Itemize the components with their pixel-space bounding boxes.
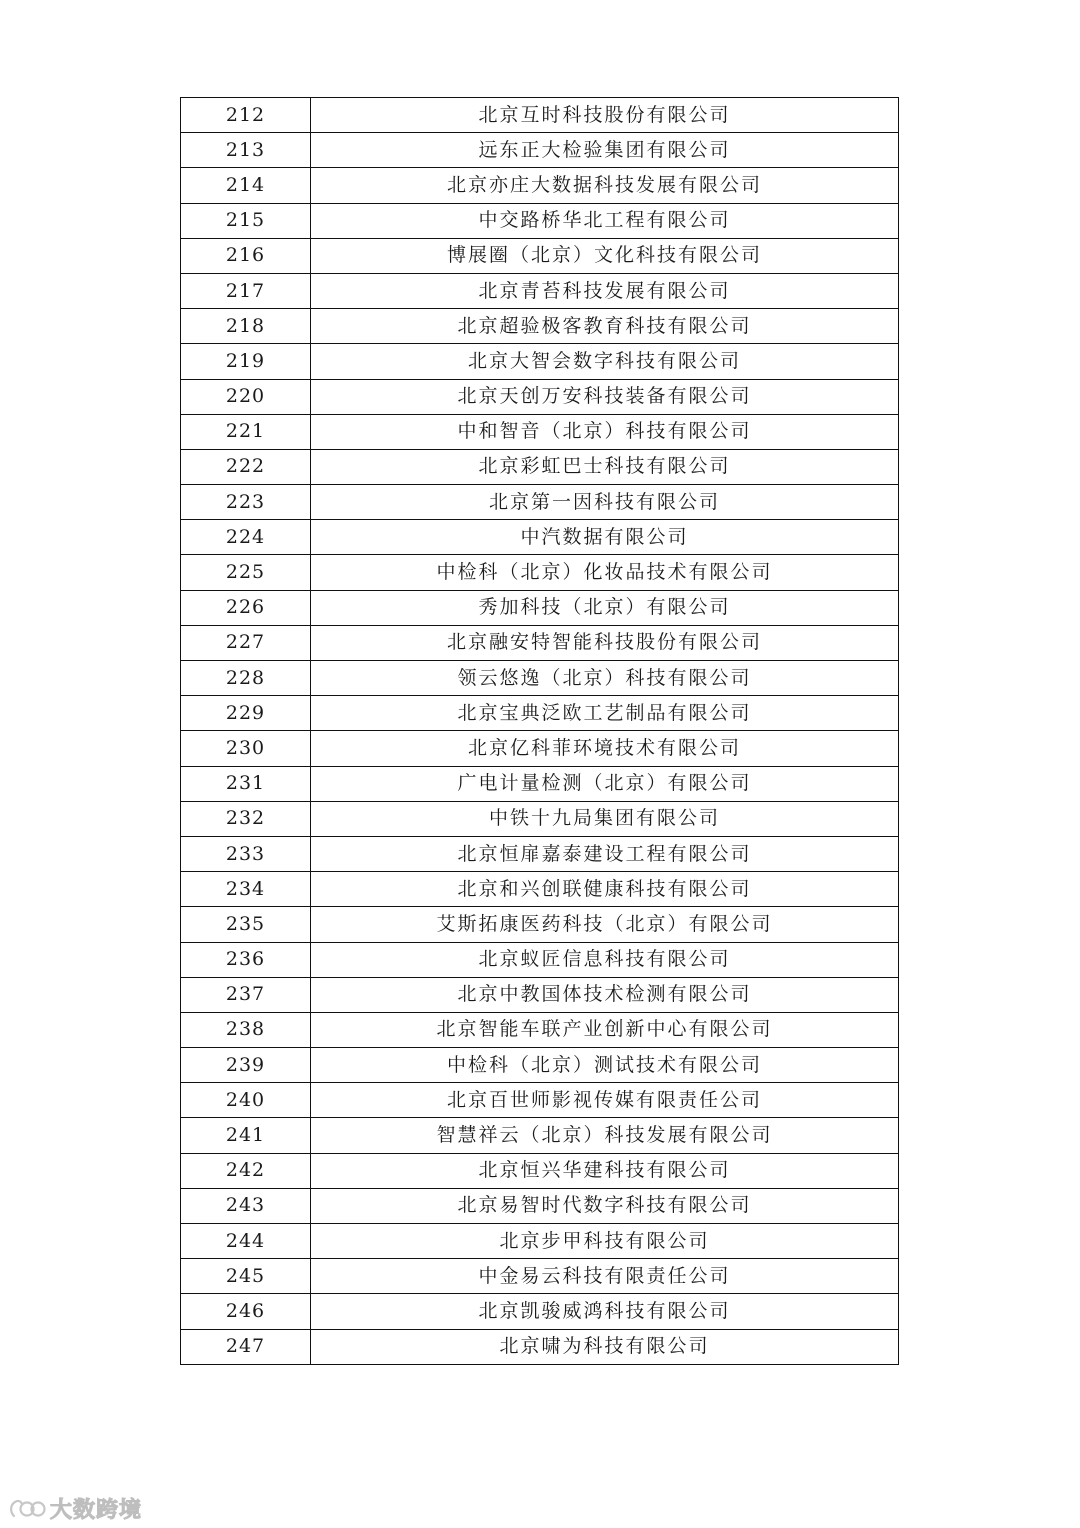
row-number-cell: 231 [181,766,311,801]
table-row [181,238,899,273]
table-row [181,590,899,625]
table-row [181,133,899,168]
company-name-cell: 北京中教国体技术检测有限公司 [311,977,899,1012]
row-number-cell: 227 [181,625,311,660]
table-row [181,168,899,203]
row-number-cell: 212 [181,98,311,133]
row-number-cell: 229 [181,696,311,731]
table-row [181,1118,899,1153]
company-name-cell: 北京第一因科技有限公司 [311,485,899,520]
row-number-cell: 228 [181,661,311,696]
row-number-cell: 216 [181,238,311,273]
row-number-cell: 226 [181,590,311,625]
company-name-cell: 智慧祥云（北京）科技发展有限公司 [311,1118,899,1153]
row-number-cell: 221 [181,414,311,449]
row-number-cell: 240 [181,1083,311,1118]
table-row [181,625,899,660]
company-name-cell: 中汽数据有限公司 [311,520,899,555]
brand-logo-icon [8,1496,46,1522]
row-number-cell: 238 [181,1012,311,1047]
row-number-cell: 236 [181,942,311,977]
company-list-table [180,97,899,1365]
row-number-cell: 247 [181,1329,311,1364]
table-row [181,203,899,238]
row-number-cell: 241 [181,1118,311,1153]
table-row [181,766,899,801]
company-name-cell: 北京天创万安科技装备有限公司 [311,379,899,414]
company-name-cell: 北京恒扉嘉泰建设工程有限公司 [311,836,899,871]
company-name-cell: 北京啸为科技有限公司 [311,1329,899,1364]
company-name-cell: 中检科（北京）测试技术有限公司 [311,1048,899,1083]
company-name-cell: 北京凯骏威鸿科技有限公司 [311,1294,899,1329]
company-name-cell: 秀加科技（北京）有限公司 [311,590,899,625]
company-name-cell: 北京蚁匠信息科技有限公司 [311,942,899,977]
company-name-cell: 中交路桥华北工程有限公司 [311,203,899,238]
row-number-cell: 233 [181,836,311,871]
table-row [181,1259,899,1294]
company-name-cell: 北京超验极客教育科技有限公司 [311,309,899,344]
row-number-cell: 246 [181,1294,311,1329]
row-number-cell: 239 [181,1048,311,1083]
row-number-cell: 235 [181,907,311,942]
company-name-cell: 北京智能车联产业创新中心有限公司 [311,1012,899,1047]
row-number-cell: 244 [181,1224,311,1259]
row-number-cell: 224 [181,520,311,555]
company-name-cell: 中检科（北京）化妆品技术有限公司 [311,555,899,590]
row-number-cell: 223 [181,485,311,520]
row-number-cell: 215 [181,203,311,238]
watermark [8,1493,142,1524]
table-row [181,379,899,414]
company-name-cell: 北京宝典泛欧工艺制品有限公司 [311,696,899,731]
company-name-cell: 北京彩虹巴士科技有限公司 [311,449,899,484]
watermark-text: 大数跨境 [50,1498,143,1523]
company-name-cell: 中金易云科技有限责任公司 [311,1259,899,1294]
company-name-cell: 北京互时科技股份有限公司 [311,98,899,133]
table-row [181,414,899,449]
table-row [181,98,899,133]
company-name-cell: 北京百世师影视传媒有限责任公司 [311,1083,899,1118]
row-number-cell: 214 [181,168,311,203]
row-number-cell: 237 [181,977,311,1012]
row-number-cell: 243 [181,1188,311,1223]
table-row [181,696,899,731]
row-number-cell: 218 [181,309,311,344]
row-number-cell: 225 [181,555,311,590]
row-number-cell: 222 [181,449,311,484]
row-number-cell: 217 [181,273,311,308]
table-row [181,1294,899,1329]
table-row [181,872,899,907]
company-name-cell: 北京青苔科技发展有限公司 [311,273,899,308]
table-row [181,977,899,1012]
company-name-cell: 远东正大检验集团有限公司 [311,133,899,168]
company-name-cell: 中和智音（北京）科技有限公司 [311,414,899,449]
table-row [181,1329,899,1364]
company-name-cell: 北京恒兴华建科技有限公司 [311,1153,899,1188]
table-row [181,449,899,484]
table-row [181,661,899,696]
company-name-cell: 广电计量检测（北京）有限公司 [311,766,899,801]
table-row [181,1153,899,1188]
table-row [181,344,899,379]
company-name-cell: 北京融安特智能科技股份有限公司 [311,625,899,660]
row-number-cell: 213 [181,133,311,168]
company-name-cell: 北京易智时代数字科技有限公司 [311,1188,899,1223]
table-row [181,731,899,766]
table-row [181,555,899,590]
row-number-cell: 245 [181,1259,311,1294]
row-number-cell: 220 [181,379,311,414]
row-number-cell: 230 [181,731,311,766]
row-number-cell: 242 [181,1153,311,1188]
company-name-cell: 中铁十九局集团有限公司 [311,801,899,836]
company-name-cell: 领云悠逸（北京）科技有限公司 [311,661,899,696]
company-name-cell: 北京亦庄大数据科技发展有限公司 [311,168,899,203]
table-body [181,98,899,1365]
company-name-cell: 北京步甲科技有限公司 [311,1224,899,1259]
company-name-cell: 北京大智会数字科技有限公司 [311,344,899,379]
row-number-cell: 219 [181,344,311,379]
table-row [181,520,899,555]
table-row [181,1012,899,1047]
company-name-cell: 博展圈（北京）文化科技有限公司 [311,238,899,273]
row-number-cell: 234 [181,872,311,907]
table-row [181,309,899,344]
table-row [181,907,899,942]
row-number-cell: 232 [181,801,311,836]
company-name-cell: 北京亿科菲环境技术有限公司 [311,731,899,766]
table-row [181,273,899,308]
table-row [181,485,899,520]
company-name-cell: 艾斯拓康医药科技（北京）有限公司 [311,907,899,942]
table-row [181,1048,899,1083]
table-row [181,1083,899,1118]
company-name-cell: 北京和兴创联健康科技有限公司 [311,872,899,907]
table-row [181,836,899,871]
table-row [181,801,899,836]
table-row [181,942,899,977]
table-row [181,1188,899,1223]
table-row [181,1224,899,1259]
